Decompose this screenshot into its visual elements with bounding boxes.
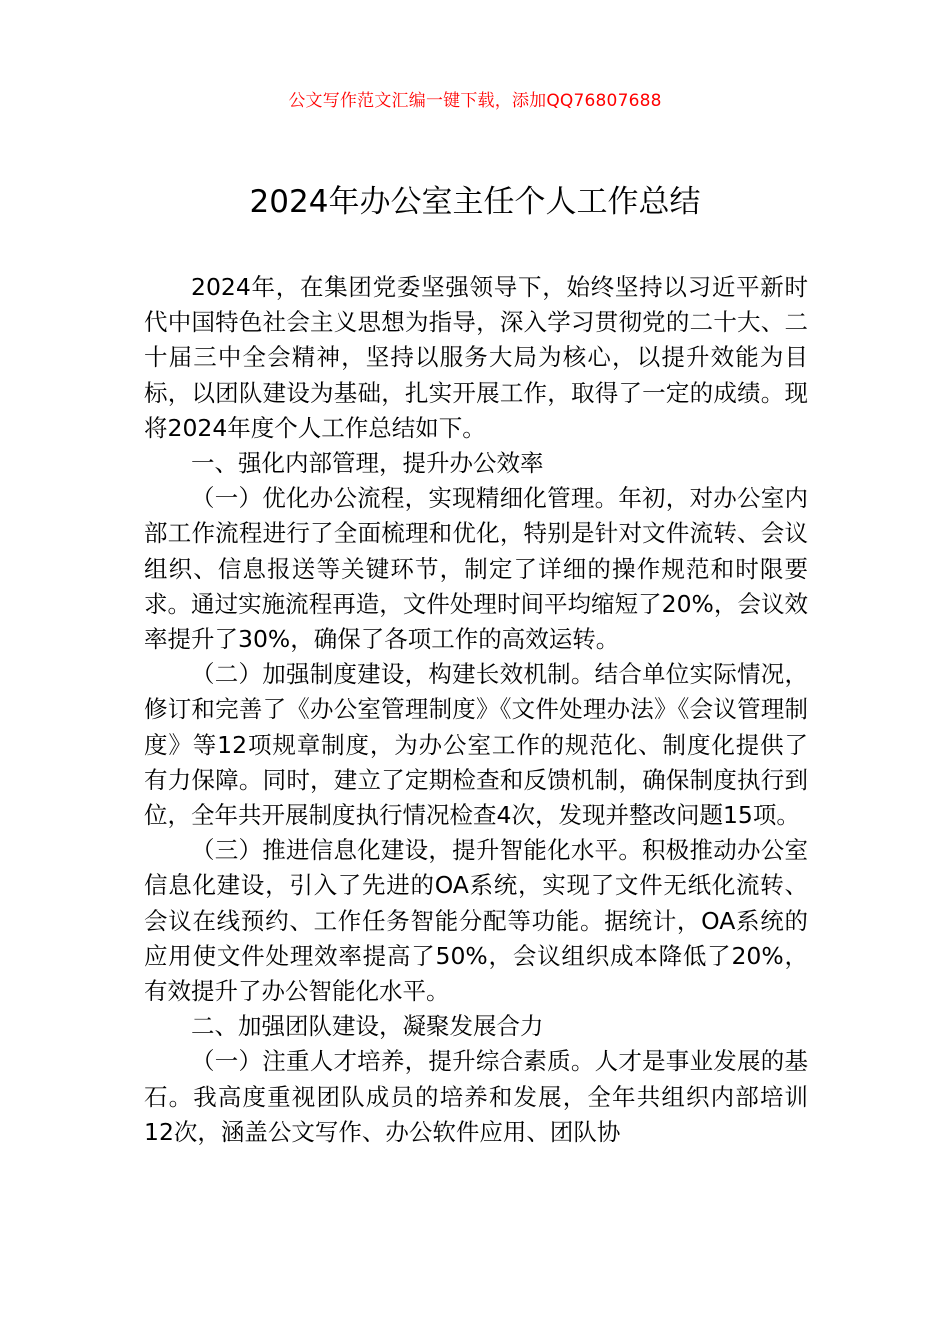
paragraph-1-1: （一）优化办公流程，实现精细化管理。年初，对办公室内部工作流程进行了全面梳理和优化，特别是针对文件流转、会议组织、信息报送等关键环节，制定了详细的操作规范和时限要求。通过实施流程再造，文件处理时间平均缩短了20%，会议效率提升了30%，确保了各项工作的高效运转。 <box>144 484 808 654</box>
paragraph-1-2: （二）加强制度建设，构建长效机制。结合单位实际情况，修订和完善了《办公室管理制度》《文件处理办法》《会议管理制度》等12项规章制度，为办公室工作的规范化、制度化提供了有力保障。同时，建立了定期检查和反馈机制，确保制度执行到位，全年共开展制度执行情况检查4次，发现并整改问题15项。 <box>144 660 808 830</box>
paragraph-1-3: （三）推进信息化建设，提升智能化水平。积极推动办公室信息化建设，引入了先进的OA系统，实现了文件无纸化流转、会议在线预约、工作任务智能分配等功能。据统计，OA系统的应用使文件处理效率提高了50%，会议组织成本降低了20%，有效提升了办公智能化水平。 <box>144 836 808 1006</box>
section-heading-2: 二、加强团队建设，凝聚发展合力 <box>191 1012 544 1041</box>
document-body <box>144 270 808 1150</box>
paragraph-2-1: （一）注重人才培养，提升综合素质。人才是事业发展的基石。我高度重视团队成员的培养和发展，全年共组织内部培训12次，涵盖公文写作、办公软件应用、团队协 <box>144 1047 808 1146</box>
intro-paragraph: 2024年，在集团党委坚强领导下，始终坚持以习近平新时代中国特色社会主义思想为指导，深入学习贯彻党的二十大、二十届三中全会精神，坚持以服务大局为核心，以提升效能为目标，以团队建设为基础，扎实开展工作，取得了一定的成绩。现将2024年度个人工作总结如下。 <box>144 273 808 442</box>
document-title: 2024年办公室主任个人工作总结 <box>249 184 701 220</box>
section-heading-1: 一、强化内部管理，提升办公效率 <box>191 449 544 478</box>
download-notice: 公文写作范文汇编一键下载，添加QQ76807688 <box>288 91 662 111</box>
